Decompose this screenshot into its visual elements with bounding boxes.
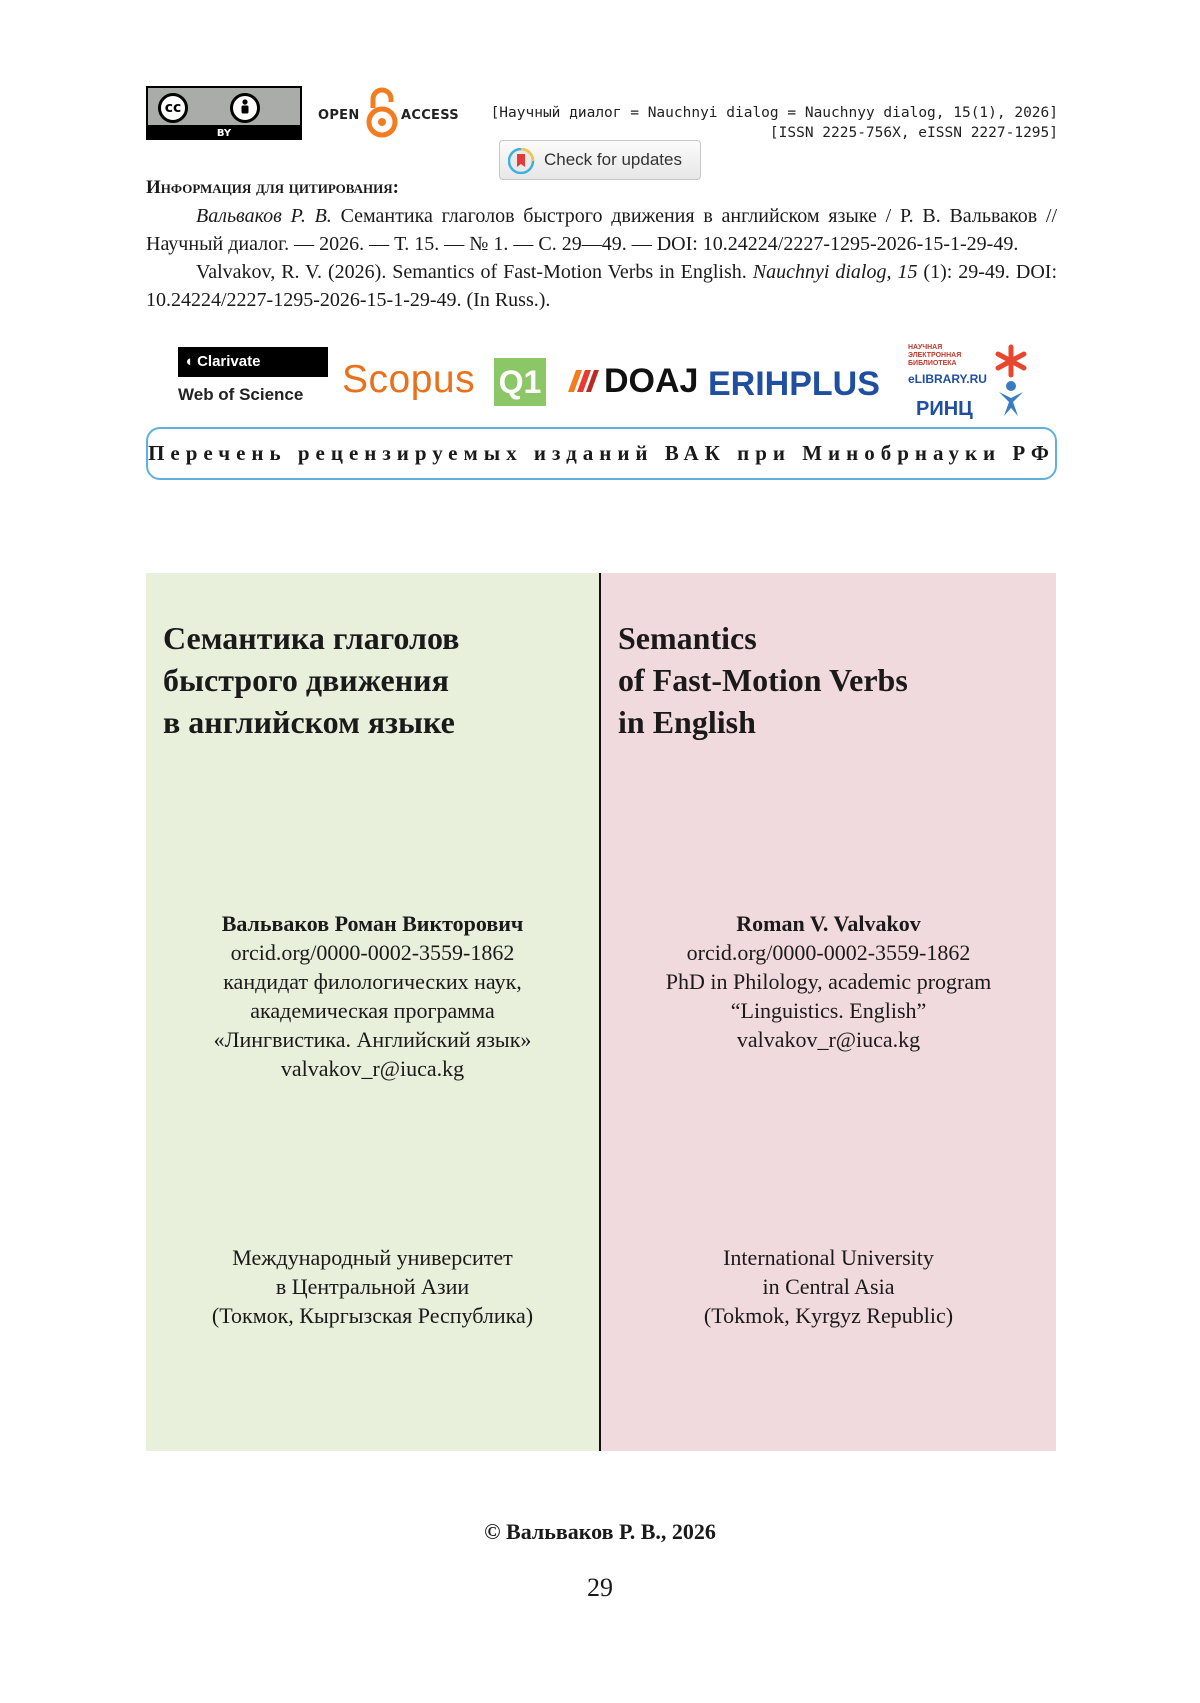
degree-line-en: “Linguistics. English” xyxy=(730,998,927,1023)
elibrary-rinc-logo xyxy=(908,344,1028,420)
citation-en-tail: (1): 29-49. DOI: 10.24224/2227-1295-2026-15-1-29-49. (In Russ.). xyxy=(146,261,1058,311)
orcid-link-ru[interactable]: orcid.org/0000-0002-3559-1862 xyxy=(230,940,515,965)
author-info-en xyxy=(601,909,1056,1054)
degree-line-ru: кандидат филологических наук, xyxy=(223,969,522,994)
clarivate-label: ◖ Clarivate xyxy=(178,347,328,377)
title-ru-line: быстрого движения xyxy=(163,662,449,698)
doaj-logo xyxy=(566,362,698,401)
scopus-logo: Scopus xyxy=(342,358,476,401)
affiliation-line-en: in Central Asia xyxy=(762,1274,895,1299)
article-title-en xyxy=(618,617,908,743)
open-access-logo xyxy=(318,86,458,140)
email-link-ru[interactable]: valvakov_r@iuca.kg xyxy=(280,1056,465,1081)
indexing-logos xyxy=(146,344,1057,420)
citation-english xyxy=(146,258,1057,314)
title-ru-line: в английском языке xyxy=(163,704,455,740)
russian-title-column xyxy=(146,573,601,1451)
title-ru-line: Семантика глаголов xyxy=(163,620,460,656)
title-en-line: Semantics xyxy=(618,620,757,656)
web-of-science-label: Web of Science xyxy=(178,385,304,404)
q1-badge: Q1 xyxy=(494,358,546,406)
affiliation-ru xyxy=(146,1243,599,1330)
doaj-text: DOAJ xyxy=(604,362,699,400)
erihplus-logo: ERIHPLUS xyxy=(708,365,880,403)
citation-ru-text: Семантика глаголов быстрого движения в английском языке / Р. В. Вальваков // Научный диалог. — 2026. — Т. 15. — № 1. — С. 29—49. — DOI: 10.24224/2227-1295-2026-15-1-29-49. xyxy=(146,205,1058,255)
author-info-ru xyxy=(146,909,599,1083)
copyright-notice: © Вальваков Р. В., 2026 xyxy=(484,1519,716,1544)
affiliation-en xyxy=(601,1243,1056,1330)
affiliation-line-en: International University xyxy=(723,1245,934,1270)
citation-en-journal: Nauchnyi dialog, 15 xyxy=(752,261,918,283)
affiliation-line-ru: Международный университет xyxy=(232,1245,513,1270)
cc-icon: cc xyxy=(158,93,188,123)
clarivate-web-of-science-logo xyxy=(178,347,328,411)
journal-ref-line: [Научный диалог = Nauchnyi dialog = Nauchnyy dialog, 15(1), 2026] xyxy=(490,105,1058,121)
citation-en-text: Valvakov, R. V. (2026). Semantics of Fast-Motion Verbs in English. xyxy=(196,261,753,283)
citation-block xyxy=(146,174,1057,314)
degree-line-ru: академическая программа xyxy=(250,998,495,1023)
article-title-ru xyxy=(163,617,459,743)
open-access-open-text: OPEN xyxy=(318,108,360,123)
cc-by-label: BY xyxy=(216,128,232,139)
english-title-column xyxy=(601,573,1056,1451)
open-access-access-text: ACCESS xyxy=(401,108,459,123)
email-link-en[interactable]: valvakov_r@iuca.kg xyxy=(736,1027,921,1052)
affiliation-line-ru: в Центральной Азии xyxy=(275,1274,470,1299)
degree-line-ru: «Лингвистика. Английский язык» xyxy=(213,1027,532,1052)
affiliation-line-ru: (Токмок, Кыргызская Республика) xyxy=(211,1303,534,1328)
title-en-line: in English xyxy=(618,704,756,740)
elibrary-text: eLIBRARY.RU xyxy=(908,372,987,386)
rinc-text: РИНЦ xyxy=(916,398,973,420)
citation-ru-author: Вальваков Р. В. xyxy=(196,205,332,227)
author-name-en: Roman V. Valvakov xyxy=(736,911,921,936)
orcid-link-en[interactable]: orcid.org/0000-0002-3559-1862 xyxy=(686,940,971,965)
issn-line: [ISSN 2225-756X, eISSN 2227-1295] xyxy=(769,125,1058,141)
author-name-ru: Вальваков Роман Викторович xyxy=(221,911,524,936)
citation-heading: Информация для цитирования: xyxy=(146,177,399,198)
journal-reference xyxy=(491,103,1058,143)
page-number: 29 xyxy=(587,1573,613,1602)
degree-line-en: PhD in Philology, academic program xyxy=(665,969,992,994)
crossmark-icon xyxy=(508,148,536,174)
affiliation-line-en: (Tokmok, Kyrgyz Republic) xyxy=(703,1303,954,1328)
rinc-figure-icon xyxy=(996,380,1026,418)
elibrary-small-text: НАУЧНАЯ ЭЛЕКТРОННАЯ БИБЛИОТЕКА xyxy=(908,344,962,367)
open-access-lock-icon xyxy=(365,86,399,140)
doaj-mark-icon xyxy=(566,366,600,394)
check-for-updates-label: Check for updates xyxy=(544,150,682,169)
attribution-person-icon xyxy=(230,93,260,123)
citation-russian xyxy=(146,202,1057,258)
cc-by-license-badge xyxy=(146,86,302,140)
title-en-line: of Fast-Motion Verbs xyxy=(618,662,908,698)
elibrary-star-icon xyxy=(994,344,1028,378)
vak-list-banner: Перечень рецензируемых изданий ВАК при Минобрнауки РФ xyxy=(146,427,1057,480)
